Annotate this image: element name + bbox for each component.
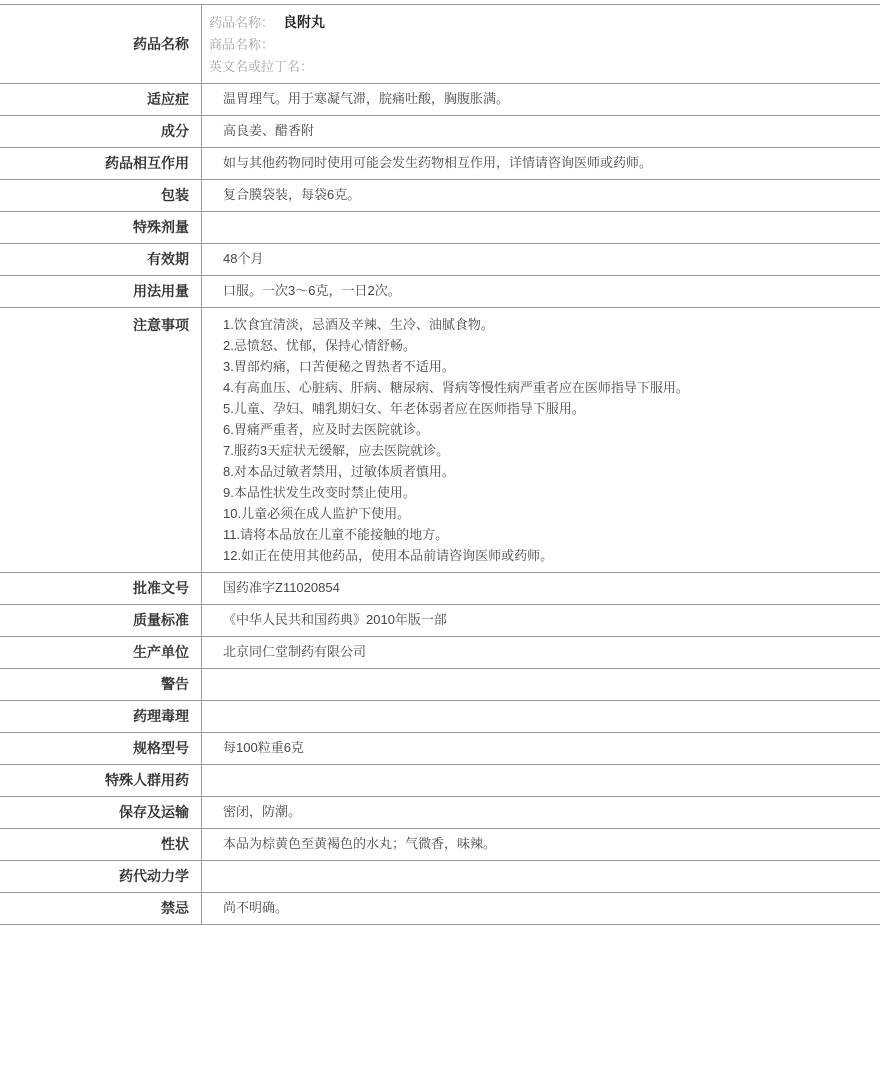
row-packaging (0, 180, 880, 212)
field-key-drug-name: 药品名称： (209, 14, 275, 30)
row-value (202, 861, 880, 892)
row-indications (0, 84, 880, 116)
precaution-list (202, 308, 880, 572)
precaution-item: 9.本品性状发生改变时禁止使用。 (223, 485, 416, 500)
precaution-item: 1.饮食宜清淡，忌酒及辛辣、生冷、油腻食物。 (223, 317, 494, 332)
precaution-item: 8.对本品过敏者禁用，过敏体质者慎用。 (223, 464, 455, 479)
precaution-item: 10.儿童必须在成人监护下使用。 (223, 506, 411, 521)
drug-name-value: 良附丸 (283, 13, 326, 30)
row-value: 国药准字Z11020854 (223, 580, 340, 596)
row-label: 有效期 (0, 244, 202, 275)
row-value (202, 765, 880, 796)
drug-name-fields (202, 5, 880, 83)
row-value: 《中华人民共和国药典》2010年版一部 (223, 612, 447, 628)
row-label: 药代动力学 (0, 861, 202, 892)
drug-name-line (209, 11, 325, 34)
row-storage-transport (0, 797, 880, 829)
precaution-item: 11.请将本品放在儿童不能接触的地方。 (223, 527, 449, 542)
row-value: 温胃理气。用于寒凝气滞，脘痛吐酸，胸腹胀满。 (223, 91, 510, 107)
row-value: 密闭，防潮。 (223, 804, 302, 820)
row-value: 每100粒重6克 (223, 740, 304, 756)
precaution-item: 2.忌愤怒、忧郁，保持心情舒畅。 (223, 338, 416, 353)
row-shelf-life (0, 244, 880, 276)
row-value: 48个月 (223, 251, 264, 267)
row-label: 用法用量 (0, 276, 202, 307)
row-value (202, 212, 880, 243)
row-label: 特殊剂量 (0, 212, 202, 243)
row-label: 质量标准 (0, 605, 202, 636)
drug-info-table (0, 4, 880, 925)
row-drug-interactions (0, 148, 880, 180)
precaution-item: 7.服药3天症状无缓解，应去医院就诊。 (223, 443, 450, 458)
row-label: 药品相互作用 (0, 148, 202, 179)
row-value: 如与其他药物同时使用可能会发生药物相互作用，详情请咨询医师或药师。 (223, 155, 653, 171)
row-value: 口服。一次3～6克，一日2次。 (223, 283, 401, 299)
row-value: 高良姜、醋香附 (223, 123, 315, 139)
row-label: 药理毒理 (0, 701, 202, 732)
precaution-item: 3.胃部灼痛，口苦便秘之胃热者不适用。 (223, 359, 455, 374)
precaution-item: 5.儿童、孕妇、哺乳期妇女、年老体弱者应在医师指导下服用。 (223, 401, 585, 416)
row-value: 复合膜袋装，每袋6克。 (223, 187, 361, 203)
row-label: 批准文号 (0, 573, 202, 604)
row-label: 药品名称 (0, 5, 202, 83)
row-label: 性状 (0, 829, 202, 860)
field-key-latin-name: 英文名或拉丁名： (209, 58, 314, 74)
row-dosage-administration (0, 276, 880, 308)
row-special-populations (0, 765, 880, 797)
row-label: 包装 (0, 180, 202, 211)
field-key-trade-name: 商品名称： (209, 36, 275, 52)
row-value (202, 701, 880, 732)
precaution-item: 4.有高血压、心脏病、肝病、糖尿病、肾病等慢性病严重者应在医师指导下服用。 (223, 380, 689, 395)
row-value: 尚不明确。 (223, 900, 289, 916)
row-warning (0, 669, 880, 701)
row-value (202, 669, 880, 700)
row-description (0, 829, 880, 861)
row-label: 规格型号 (0, 733, 202, 764)
row-label: 生产单位 (0, 637, 202, 668)
row-drug-name (0, 5, 880, 84)
precaution-item: 6.胃痛严重者，应及时去医院就诊。 (223, 422, 429, 437)
row-approval-number (0, 573, 880, 605)
row-value: 北京同仁堂制药有限公司 (223, 644, 367, 660)
precaution-item: 12.如正在使用其他药品，使用本品前请咨询医师或药师。 (223, 548, 554, 563)
row-quality-standard (0, 605, 880, 637)
row-label: 注意事项 (0, 308, 202, 572)
row-label: 成分 (0, 116, 202, 147)
latin-name-line (209, 56, 322, 78)
row-ingredients (0, 116, 880, 148)
row-label: 特殊人群用药 (0, 765, 202, 796)
row-value: 本品为棕黄色至黄褐色的水丸；气微香，味辣。 (223, 836, 497, 852)
trade-name-line (209, 34, 283, 56)
row-pharmacology-toxicology (0, 701, 880, 733)
row-contraindications (0, 893, 880, 925)
row-precautions (0, 308, 880, 573)
row-specification (0, 733, 880, 765)
row-label: 保存及运输 (0, 797, 202, 828)
row-label: 禁忌 (0, 893, 202, 924)
row-pharmacokinetics (0, 861, 880, 893)
row-special-dosage (0, 212, 880, 244)
row-manufacturer (0, 637, 880, 669)
row-label: 适应症 (0, 84, 202, 115)
row-label: 警告 (0, 669, 202, 700)
